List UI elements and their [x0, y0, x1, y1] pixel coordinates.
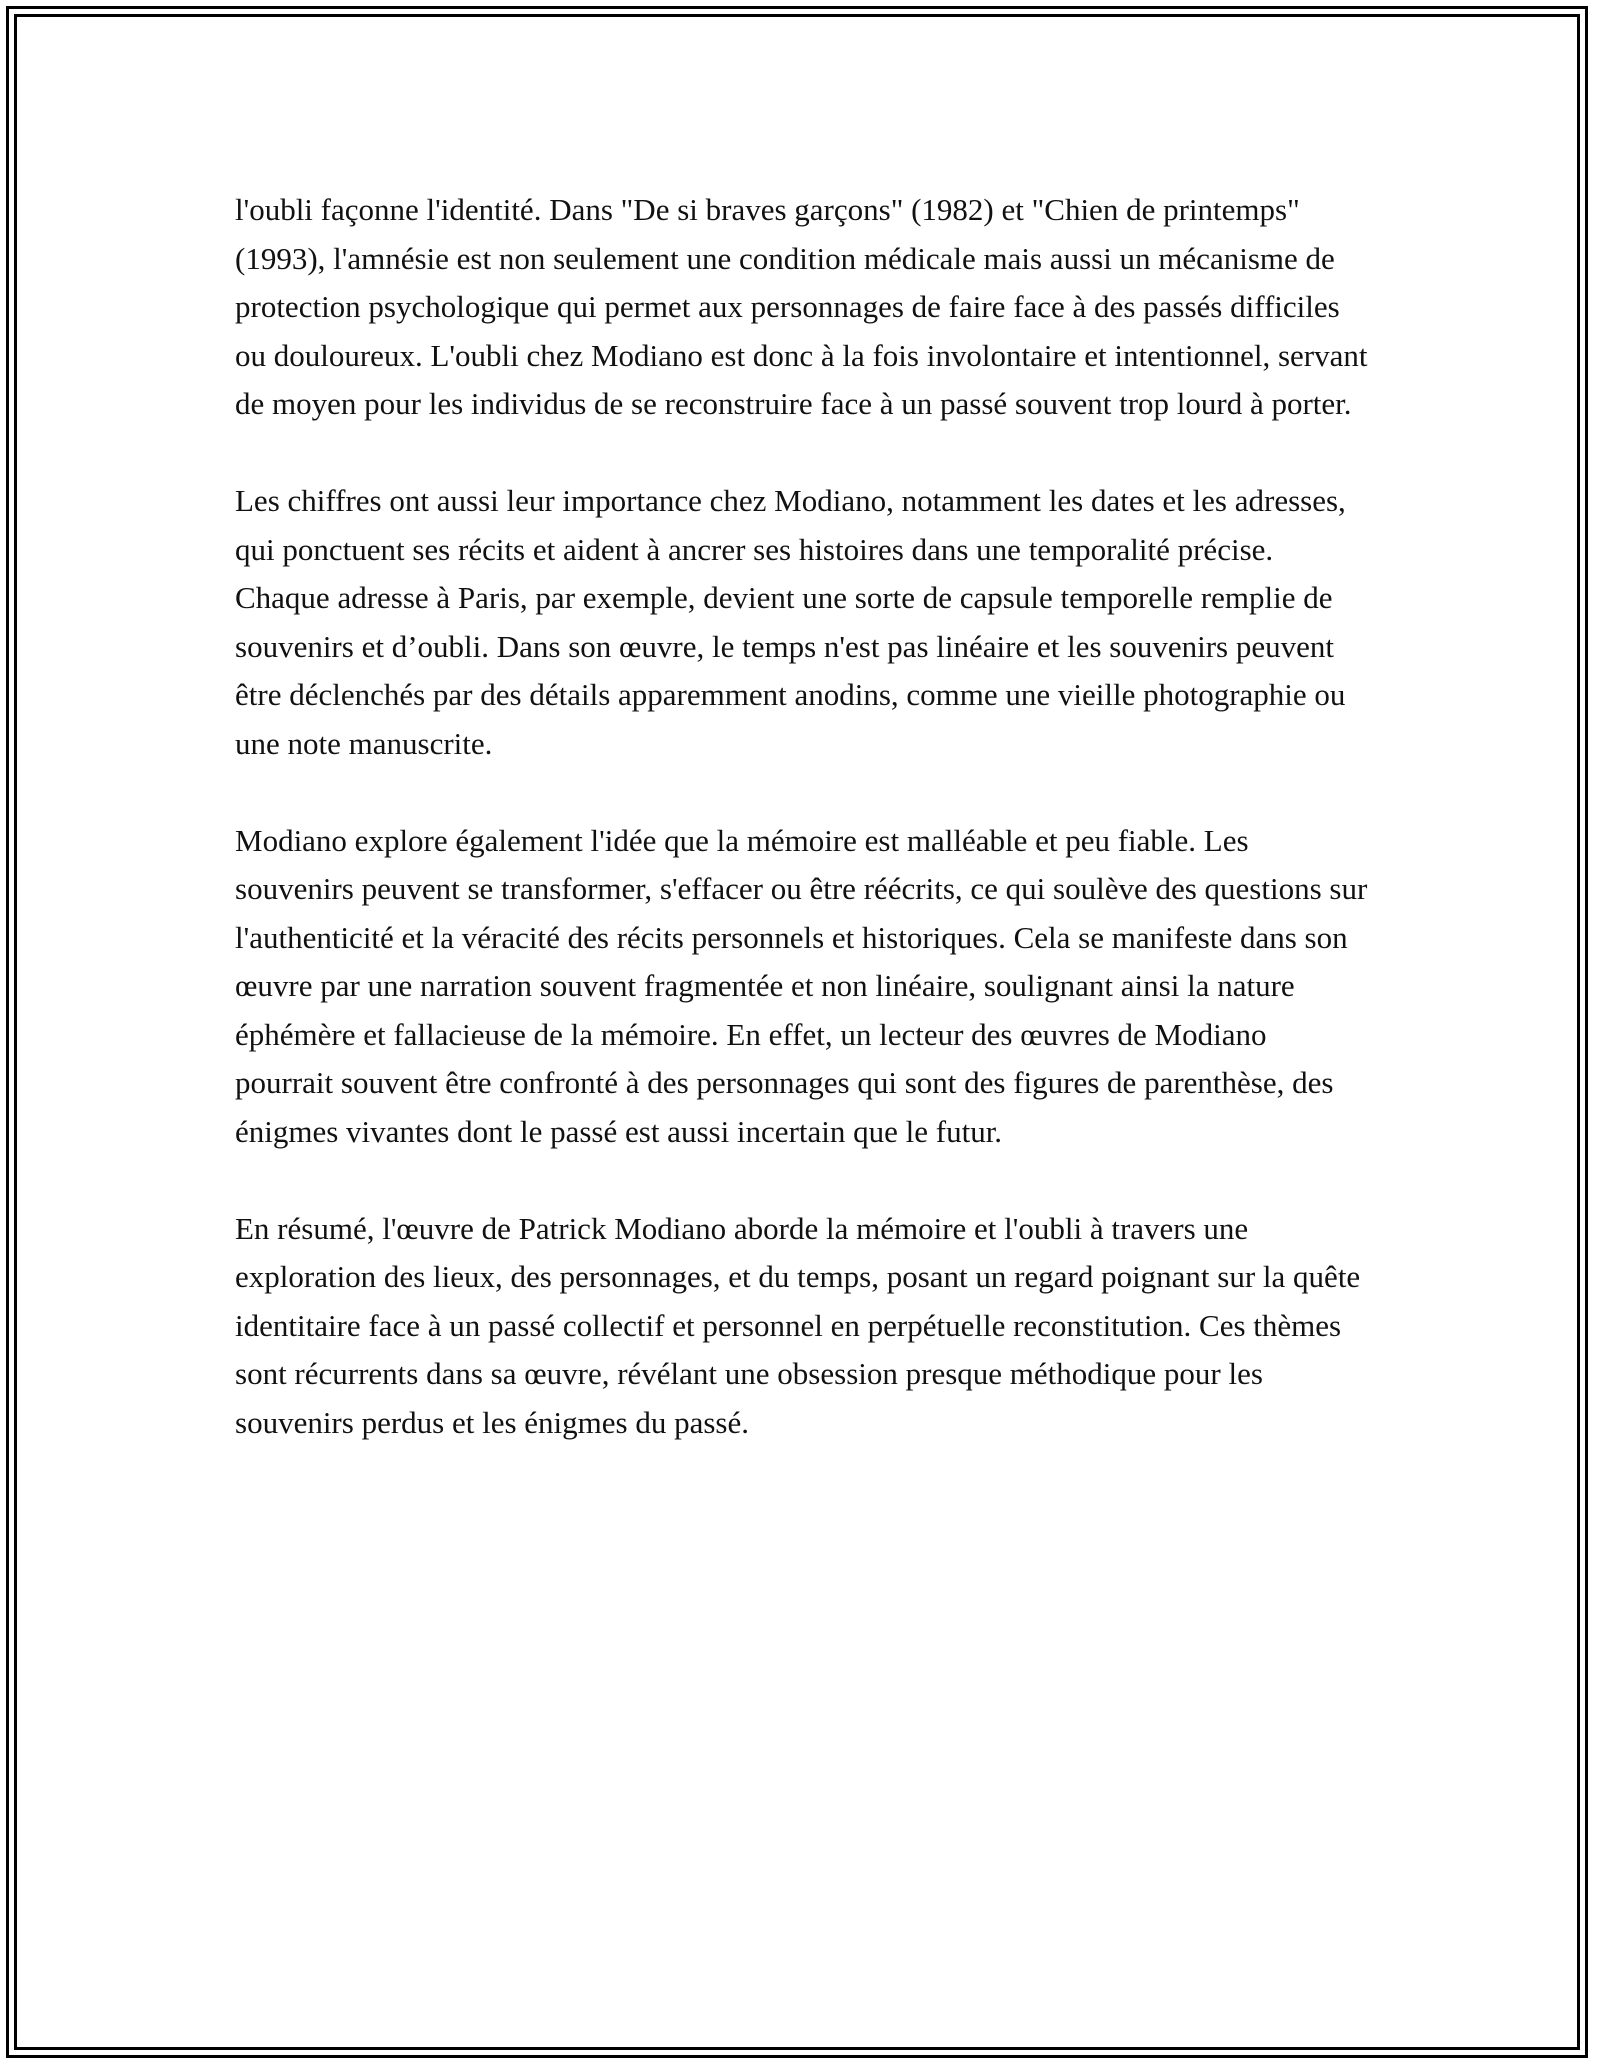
paragraph-4: En résumé, l'œuvre de Patrick Modiano aborde la mémoire et l'oubli à travers une exploration des lieux, des personnages, et du temps, posant un regard poignant sur la quête identitaire face à un passé collectif et personnel en perpétuelle reconstitution. Ces thèmes sont récurrents dans sa œuvre, révélant une obsession presque méthodique pour les souvenirs perdus et les énigmes du passé. — [235, 1210, 1361, 1440]
document-body — [235, 186, 1370, 1447]
paragraph-3: Modiano explore également l'idée que la mémoire est malléable et peu fiable. Les souvenirs peuvent se transformer, s'effacer ou être réécrits, ce qui soulève des questions sur l'authenticité et la véracité des récits personnels et historiques. Cela se manifeste dans son œuvre par une narration souvent fragmentée et non linéaire, soulignant ainsi la nature éphémère et fallacieuse de la mémoire. En effet, un lecteur des œuvres de Modiano pourrait souvent être confronté à des personnages qui sont des figures de parenthèse, des énigmes vivantes dont le passé est aussi incertain que le futur. — [235, 822, 1368, 1149]
paragraph-2: Les chiffres ont aussi leur importance chez Modiano, notamment les dates et les adresses, qui ponctuent ses récits et aident à ancrer ses histoires dans une temporalité précise. Chaque adresse à Paris, par exemple, devient une sorte de capsule temporelle remplie de souvenirs et d’oubli. Dans son œuvre, le temps n'est pas linéaire et les souvenirs peuvent être déclenchés par des détails apparemment anodins, comme une vieille photographie ou une note manuscrite. — [235, 483, 1346, 761]
paragraph-1: l'oubli façonne l'identité. Dans "De si braves garçons" (1982) et "Chien de printemps" (1993), l'amnésie est non seulement une condition médicale mais aussi un mécanisme de protection psychologique qui permet aux personnages de faire face à des passés difficiles ou douloureux. L'oubli chez Modiano est donc à la fois involontaire et intentionnel, servant de moyen pour les individus de se reconstruire face à un passé souvent trop lourd à porter. — [235, 192, 1368, 421]
